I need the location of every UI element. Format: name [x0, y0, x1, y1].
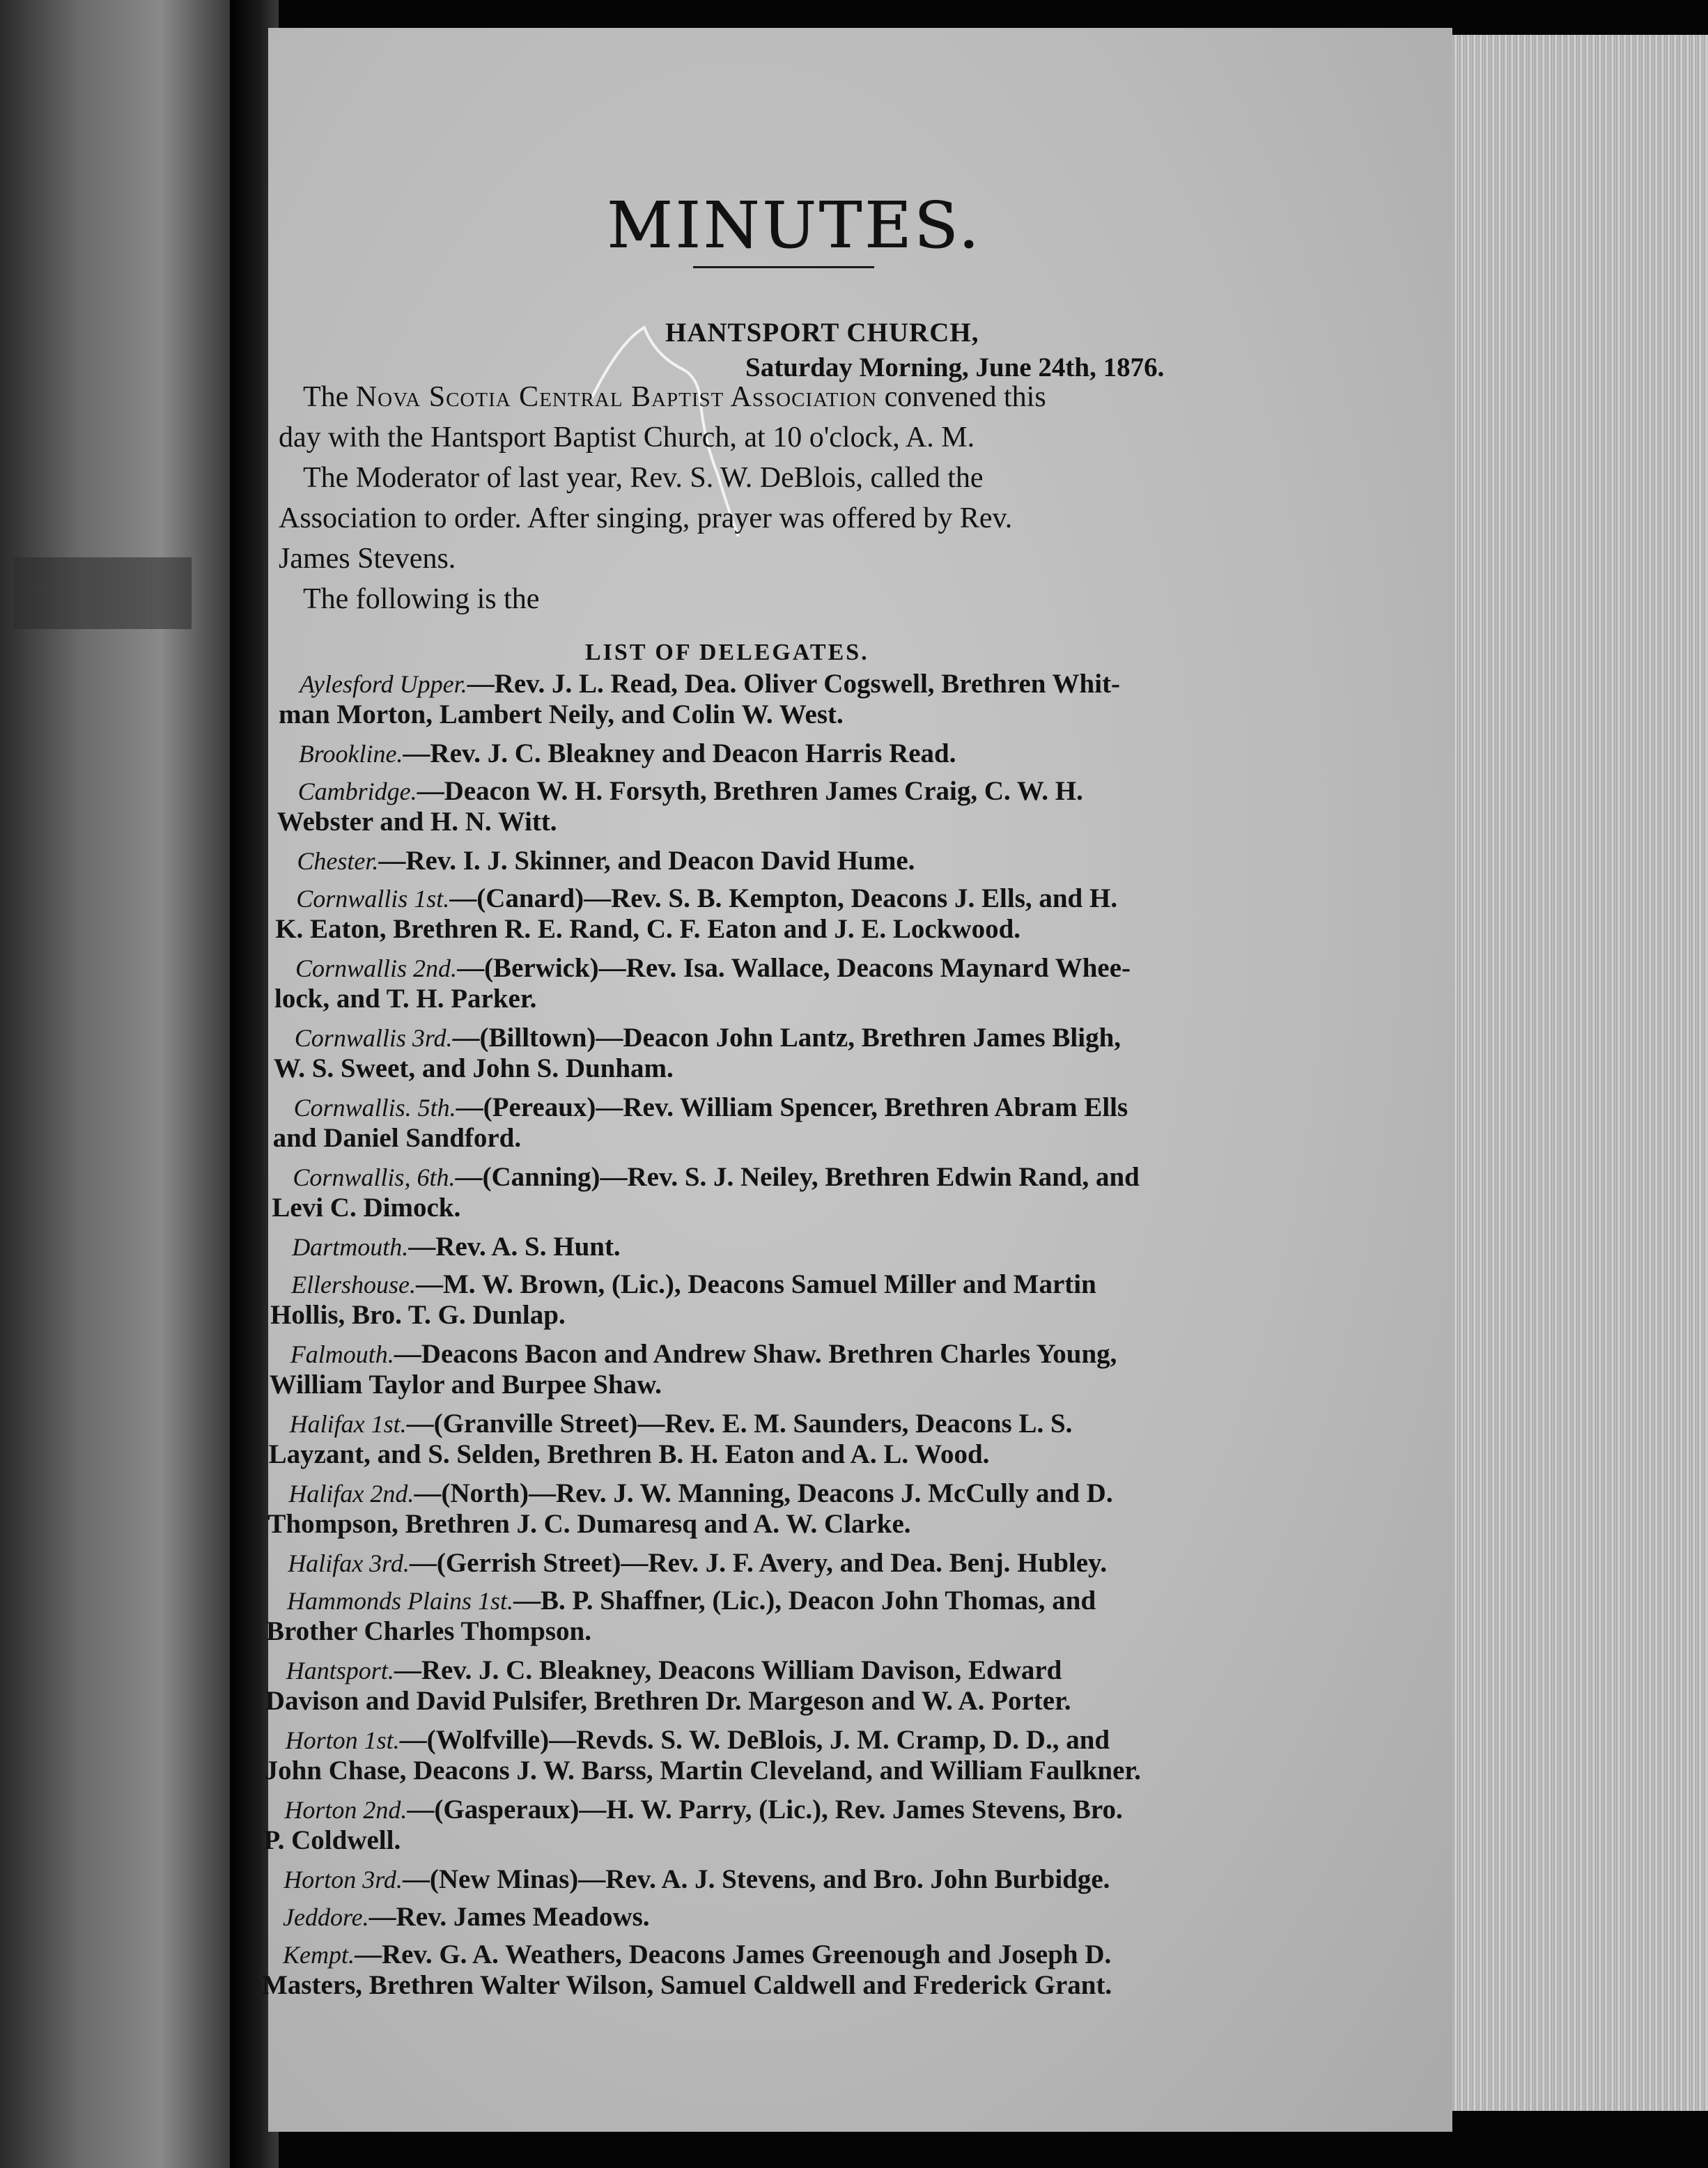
delegate-entry [279, 669, 1337, 730]
delegate-entry [273, 1092, 1332, 1154]
delegate-continuation: Webster and H. N. Witt. [277, 807, 557, 837]
delegate-entry [270, 1269, 1329, 1331]
delegate-entry [267, 1478, 1326, 1540]
delegate-continuation: Hollis, Bro. T. G. Dunlap. [270, 1300, 566, 1330]
church-name: Halifax 3rd. [288, 1549, 410, 1577]
delegate-first-line [295, 953, 1333, 984]
church-name: Cambridge. [297, 777, 417, 805]
delegate-first-line [297, 846, 1335, 876]
intro-text-end: convened this [877, 381, 1046, 413]
delegate-names: —(Canning)—Rev. S. J. Neiley, Brethren Edwin Rand, and [455, 1162, 1140, 1192]
delegate-first-line [296, 883, 1334, 914]
delegate-entry [262, 1939, 1321, 2001]
delegate-entry [270, 1339, 1328, 1400]
intro-paragraph-line2: day with the Hantsport Baptist Church, at 10 o'clock, A. M. [279, 421, 975, 454]
delegate-names: —Rev. James Meadows. [368, 1902, 650, 1932]
delegate-names: —Deacon W. H. Forsyth, Brethren James Craig, C. W. H. [417, 776, 1083, 806]
delegate-first-line [287, 1586, 1325, 1616]
delegate-entry [265, 1655, 1324, 1717]
church-name: Halifax 2nd. [288, 1480, 414, 1508]
church-name: Hantsport. [286, 1657, 394, 1685]
delegate-continuation: K. Eaton, Brethren R. E. Rand, C. F. Eaton and J. E. Lockwood. [275, 914, 1021, 944]
church-name: Horton 3rd. [284, 1866, 403, 1894]
delegate-first-line [283, 1902, 1321, 1933]
delegate-first-line [290, 1339, 1328, 1370]
intro-text-start: The [303, 381, 356, 413]
moderator-line1: The Moderator of last year, Rev. S. W. DeBlois, called the [303, 462, 984, 494]
delegate-entry [265, 1725, 1323, 1786]
delegate-first-line [286, 1655, 1324, 1686]
moderator-line3: James Stevens. [279, 543, 456, 575]
delegate-continuation: P. Coldwell. [263, 1825, 401, 1855]
delegate-names: —(North)—Rev. J. W. Manning, Deacons J. McCully and D. [414, 1478, 1113, 1508]
delegate-first-line [286, 1725, 1323, 1756]
delegate-names: —(Berwick)—Rev. Isa. Wallace, Deacons Maynard Whee- [457, 953, 1131, 983]
delegate-first-line [295, 1023, 1333, 1053]
facing-page-ghost-text: ████ [14, 559, 192, 628]
delegate-first-line [288, 1548, 1326, 1579]
church-name: Cornwallis 2nd. [295, 954, 458, 982]
delegate-continuation: Layzant, and S. Selden, Brethren B. H. Eaton and A. L. Wood. [268, 1439, 990, 1469]
delegate-names: —Rev. A. S. Hunt. [408, 1232, 621, 1262]
church-name: Brookline. [298, 740, 403, 768]
church-heading: HANTSPORT CHURCH, [665, 318, 979, 348]
delegate-names: —Deacons Bacon and Andrew Shaw. Brethren Charles Young, [394, 1339, 1117, 1369]
page-edges [1445, 35, 1708, 2111]
delegate-names: —(Billtown)—Deacon John Lantz, Brethren James Bligh, [452, 1023, 1121, 1053]
list-heading: LIST OF DELEGATES. [585, 640, 869, 665]
church-name: Cornwallis 1st. [296, 885, 450, 913]
delegate-first-line [284, 1795, 1322, 1825]
delegate-continuation: John Chase, Deacons J. W. Barss, Martin Cleveland, and William Faulkner. [264, 1756, 1141, 1786]
delegate-entry [274, 953, 1333, 1014]
church-name: Chester. [297, 847, 379, 875]
delegate-entry [276, 846, 1335, 876]
delegate-continuation: lock, and T. H. Parker. [274, 984, 537, 1014]
delegate-first-line [298, 776, 1336, 807]
delegate-continuation: Thompson, Brethren J. C. Dumaresq and A. W. Clarke. [267, 1509, 911, 1539]
association-name: Nova Scotia Central Baptist Association [355, 381, 878, 413]
delegate-entry [274, 1023, 1333, 1084]
following-line: The following is the [303, 583, 540, 615]
delegate-entry [266, 1586, 1325, 1647]
church-name: Dartmouth. [292, 1233, 409, 1261]
delegate-first-line [294, 1092, 1332, 1123]
delegate-names: —Rev. J. C. Bleakney, Deacons William Davison, Edward [394, 1655, 1062, 1685]
church-name: Halifax 1st. [289, 1410, 407, 1438]
delegate-entry [269, 1409, 1328, 1470]
delegate-continuation: and Daniel Sandford. [272, 1123, 522, 1153]
delegate-continuation: Brother Charles Thompson. [266, 1616, 591, 1646]
delegate-names: —(Canard)—Rev. S. B. Kempton, Deacons J. Ells, and H. [449, 883, 1118, 913]
intro-paragraph-line1 [303, 376, 1046, 418]
delegate-first-line [292, 1232, 1330, 1262]
delegate-continuation: William Taylor and Burpee Shaw. [269, 1370, 662, 1400]
delegate-first-line [284, 1864, 1321, 1895]
delegate-first-line [299, 738, 1337, 769]
delegate-continuation: man Morton, Lambert Neily, and Colin W. West. [279, 699, 844, 729]
delegate-entry [267, 1548, 1326, 1579]
church-name: Horton 2nd. [284, 1796, 407, 1824]
delegate-continuation: Davison and David Pulsifer, Brethren Dr. Margeson and W. A. Porter. [265, 1686, 1071, 1716]
delegate-entry [263, 1795, 1322, 1856]
church-name: Ellershouse. [291, 1271, 416, 1299]
delegate-entry [263, 1864, 1321, 1895]
delegate-first-line [293, 1162, 1330, 1193]
delegate-first-line [290, 1409, 1328, 1439]
church-name: Hammonds Plains 1st. [287, 1587, 514, 1615]
delegate-names: —(Gasperaux)—H. W. Parry, (Lic.), Rev. James Stevens, Bro. [407, 1795, 1123, 1825]
title-rule [693, 266, 874, 268]
delegate-continuation: Masters, Brethren Walter Wilson, Samuel Caldwell and Frederick Grant. [262, 1970, 1112, 2000]
delegate-names: —Rev. G. A. Weathers, Deacons James Greenough and Joseph D. [355, 1939, 1112, 1969]
church-name: Jeddore. [283, 1903, 369, 1931]
delegate-entry [262, 1902, 1321, 1933]
delegate-first-line [288, 1478, 1326, 1509]
delegate-entry [277, 776, 1336, 837]
delegate-names: —(Granville Street)—Rev. E. M. Saunders, Deacons L. S. [406, 1409, 1073, 1439]
church-name: Horton 1st. [285, 1726, 400, 1754]
delegate-entry [278, 738, 1337, 769]
delegate-entry [271, 1232, 1330, 1262]
facing-page-left [0, 0, 230, 2168]
delegate-entry [272, 1162, 1330, 1223]
delegate-names: —Rev. I. J. Skinner, and Deacon David Hume. [378, 846, 915, 876]
delegate-names: —(Wolfville)—Revds. S. W. DeBlois, J. M. Cramp, D. D., and [399, 1725, 1110, 1755]
church-name: Cornwallis 3rd. [294, 1024, 453, 1052]
delegate-names: —(Gerrish Street)—Rev. J. F. Avery, and Dea. Benj. Hubley. [409, 1548, 1108, 1578]
delegate-entry [275, 883, 1334, 945]
delegate-names: —B. P. Shaffner, (Lic.), Deacon John Thomas, and [513, 1586, 1096, 1616]
date-heading: Saturday Morning, June 24th, 1876. [745, 353, 1165, 382]
delegate-continuation: Levi C. Dimock. [272, 1193, 461, 1223]
delegate-continuation: W. S. Sweet, and John S. Dunham. [273, 1053, 674, 1083]
delegate-names: —(Pereaux)—Rev. William Spencer, Brethren Abram Ells [456, 1092, 1128, 1122]
delegate-names: —M. W. Brown, (Lic.), Deacons Samuel Miller and Martin [415, 1269, 1096, 1299]
page-title: MINUTES. [606, 188, 982, 263]
moderator-line2: Association to order. After singing, prayer was offered by Rev. [279, 502, 1013, 534]
church-name: Cornwallis, 6th. [293, 1163, 456, 1191]
delegate-names: —Rev. J. C. Bleakney and Deacon Harris Read. [403, 738, 956, 768]
church-name: Kempt. [283, 1941, 355, 1969]
church-name: Aylesford Upper. [300, 670, 467, 698]
delegate-first-line [300, 669, 1337, 699]
church-name: Cornwallis. 5th. [293, 1094, 456, 1122]
delegate-first-line [283, 1939, 1321, 1970]
delegate-first-line [291, 1269, 1329, 1300]
delegate-names: —(New Minas)—Rev. A. J. Stevens, and Bro. John Burbidge. [402, 1864, 1110, 1894]
church-name: Falmouth. [290, 1340, 394, 1368]
delegate-names: —Rev. J. L. Read, Dea. Oliver Cogswell, Brethren Whit- [467, 669, 1121, 699]
